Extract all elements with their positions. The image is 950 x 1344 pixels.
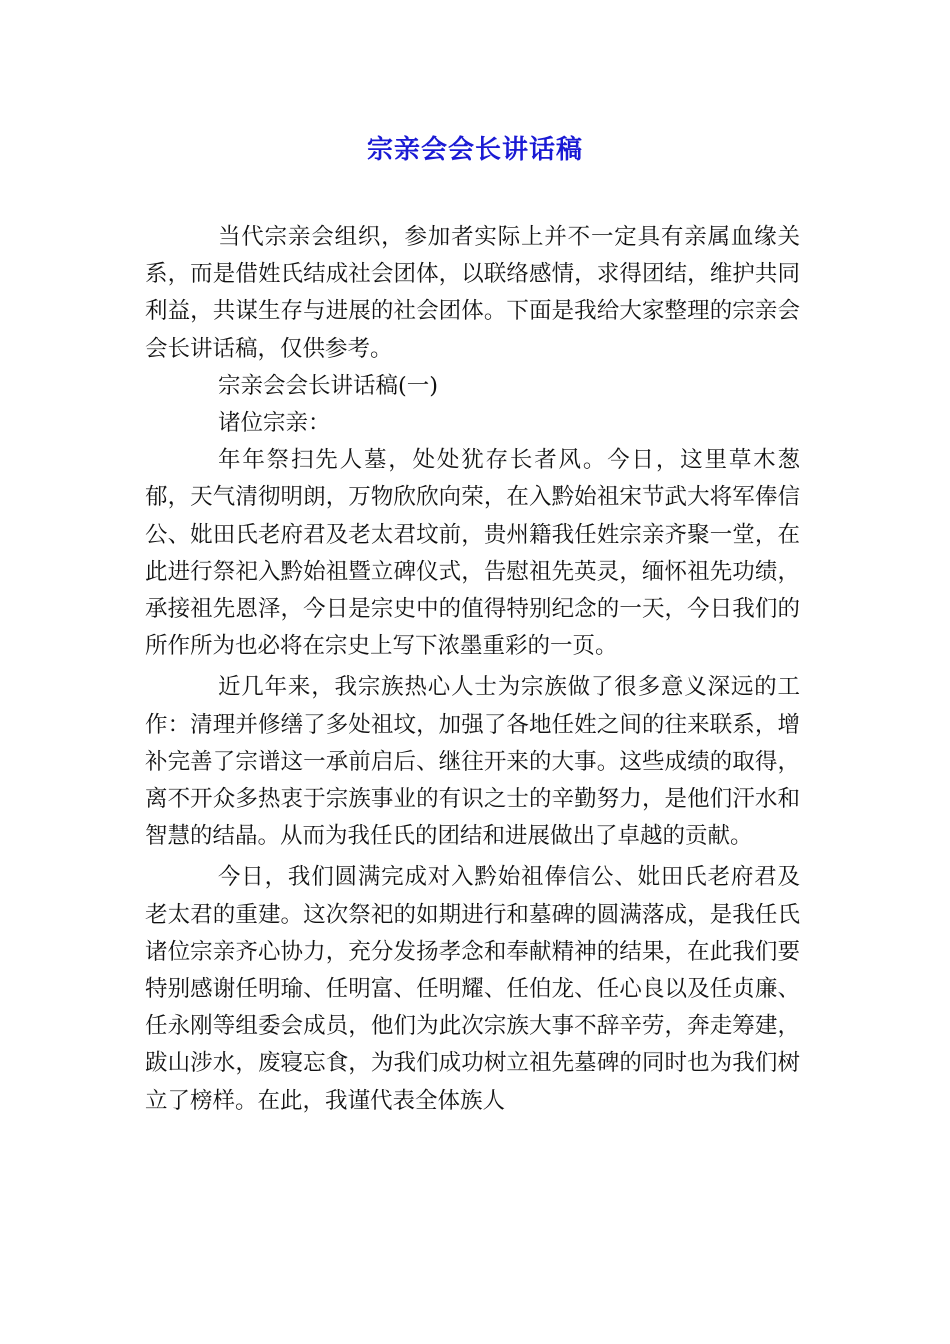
body-paragraph: 近几年来，我宗族热心人士为宗族做了很多意义深远的工作：清理并修缮了多处祖坟，加强了各地任姓之间的往来联系，增补完善了宗谱这一承前启后、继往开来的大事。这些成绩的取得，离不开众多热衷于宗族事业的有识之士的辛勤努力，是他们汗水和智慧的结晶。从而为我任氏的团结和进展做出了卓越的贡献。 xyxy=(145,674,800,850)
section-heading: 宗亲会会长讲话稿(一) xyxy=(218,372,439,399)
body-paragraph: 今日，我们圆满完成对入黔始祖俸信公、妣田氏老府君及老太君的重建。这次祭祀的如期进行和墓碑的圆满落成，是我任氏诸位宗亲齐心协力，充分发扬孝念和奉献精神的结果，在此我们要特别感谢任明瑜、任明富、任明耀、任伯龙、任心良以及任贞廉、任永刚等组委会成员，他们为此次宗族大事不辞辛劳，奔走筹建，跋山涉水，废寝忘食，为我们成功树立祖先墓碑的同时也为我们树立了榜样。在此，我谨代表全体族人 xyxy=(145,864,800,1114)
document-title: 宗亲会会长讲话稿 xyxy=(366,135,583,165)
body-paragraph: 年年祭扫先人墓，处处犹存长者风。今日，这里草木葱郁，天气清彻明朗，万物欣欣向荣，在入黔始祖宋节武大将军俸信公、妣田氏老府君及老太君坟前，贵州籍我任姓宗亲齐聚一堂，在此进行祭祀入黔始祖暨立碑仪式，告慰祖先英灵，缅怀祖先功绩，承接祖先恩泽，今日是宗史中的值得特别纪念的一天，今日我们的所作所为也必将在宗史上写下浓墨重彩的一页。 xyxy=(145,447,800,660)
salutation: 诸位宗亲： xyxy=(218,410,331,437)
intro-paragraph: 当代宗亲会组织，参加者实际上并不一定具有亲属血缘关系，而是借姓氏结成社会团体，以联络感情，求得团结，维护共同利益，共谋生存与进展的社会团体。下面是我给大家整理的宗亲会会长讲话稿，仅供参考。 xyxy=(145,224,800,362)
document-body xyxy=(145,219,800,1120)
